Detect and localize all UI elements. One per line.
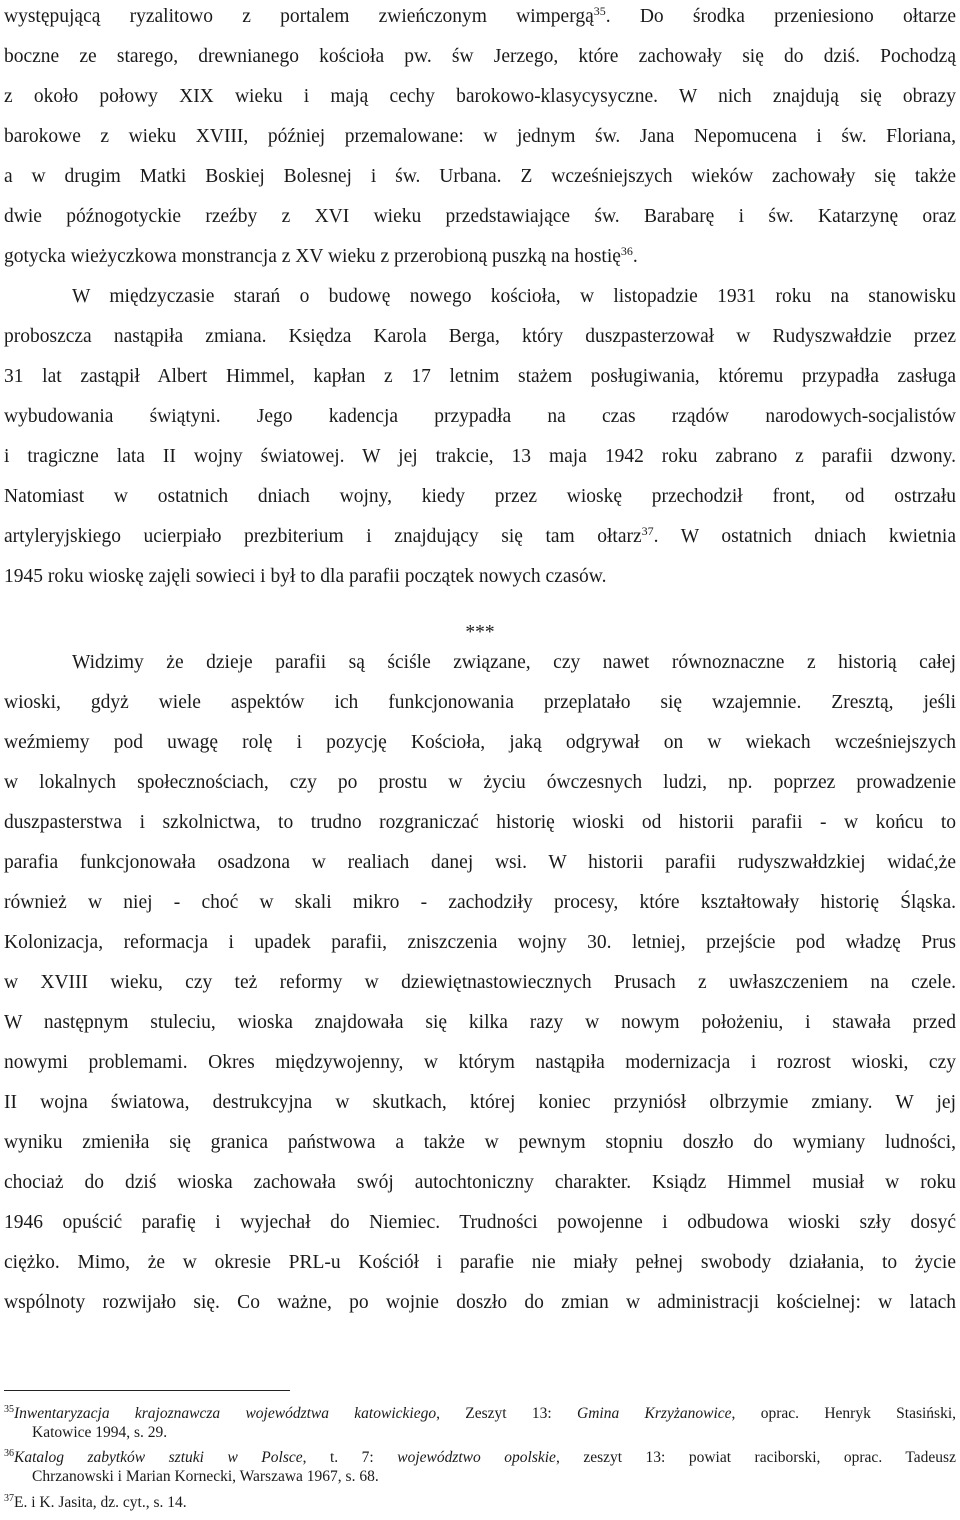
text-line [4, 404, 956, 430]
text-line [4, 770, 956, 796]
text-segment: boczne ze starego, drewnianego kościoła pw. św Jerzego, które zachowały się do dziś. Pochodzą [4, 46, 956, 67]
text-segment: i tragiczne lata II wojny światowej. W jej trakcie, 13 maja 1942 roku zabrano z parafii dzwony. [4, 446, 956, 467]
text-segment: artyleryjskiego ucierpiało prezbiterium i znajdujący się tam ołtarz [4, 526, 642, 547]
italic-title: Gmina Krzyżanowice [577, 1405, 732, 1422]
text-segment: II wojna światowa, destrukcyjna w skutkach, której koniec przyniósł olbrzymie zmiany. W jej [4, 1092, 956, 1113]
text-line [4, 484, 956, 510]
text-line [4, 810, 956, 836]
text-segment: wyniku zmieniła się granica państwowa a także w pewnym stopniu doszło do wymiany ludności, [4, 1132, 956, 1153]
text-segment: duszpasterstwa i szkolnictwa, to trudno rozgraniczać historię wioski od historii parafii - w końcu to [4, 812, 956, 833]
footnote-text: , t. 7: [302, 1449, 398, 1466]
text-segment: chociaż do dziś wioska zachowała swój autochtoniczny charakter. Ksiądz Himmel musiał w roku [4, 1172, 956, 1193]
footnote-line [4, 1448, 956, 1467]
text-segment: W międzyczasie starań o budowę nowego kościoła, w listopadzie 1931 roku na stanowisku [72, 286, 956, 307]
footnote-number: 35 [4, 1404, 14, 1415]
footnote-line [32, 1423, 956, 1442]
footnote-text: Katowice 1994, s. 29. [32, 1424, 168, 1441]
text-segment: Widzimy że dzieje parafii są ściśle związane, czy nawet równoznaczne z historią całej [72, 652, 956, 673]
text-line [4, 1170, 956, 1196]
footnote-ref: 36 [620, 244, 633, 258]
italic-title: Inwentaryzacja krajoznawcza województwa katowickiego [14, 1405, 437, 1422]
text-segment: 1946 opuścić parafię i wyjechał do Niemiec. Trudności powojenne i odbudowa wioski szły dosyć [4, 1212, 956, 1233]
footnote-line [4, 1493, 956, 1512]
text-segment: . [632, 246, 638, 267]
italic-title: województwo opolskie [397, 1449, 556, 1466]
text-line [4, 364, 956, 390]
footnote-text: E. i K. Jasita, dz. cyt., s. 14. [14, 1494, 187, 1511]
footnote-ref: 35 [593, 4, 606, 18]
text-segment: parafia funkcjonowała osadzona w realiach danej wsi. W historii parafii rudyszwałdzkiej widać,że [4, 852, 956, 873]
text-line [4, 444, 956, 470]
text-line [4, 564, 956, 590]
footnote-number: 36 [4, 1448, 14, 1459]
text-segment: 1945 roku wioskę zajęli sowieci i był to dla parafii początek nowych czasów. [4, 566, 607, 587]
footnote-line [32, 1467, 956, 1486]
footnote-text: , oprac. Henryk Stasiński, [731, 1405, 956, 1422]
text-segment: występującą ryzalitowo z portalem zwieńczonym wimpergą [4, 6, 594, 27]
text-segment: proboszcza nastąpiła zmiana. Księdza Karola Berga, który duszpasterzował w Rudyszwałdzie przez [4, 326, 956, 347]
text-segment: W następnym stuleciu, wioska znajdowała się kilka razy w nowym położeniu, i stawała przed [4, 1012, 956, 1033]
text-segment: w XVIII wieku, czy też reformy w dziewiętnastowiecznych Prusach z uwłaszczeniem na czele. [4, 972, 956, 993]
text-segment: dwie późnogotyckie rzeźby z XVI wieku przedstawiające św. Barabarę i św. Katarzynę oraz [4, 206, 956, 227]
text-segment: nowymi problemami. Okres międzywojenny, w którym nastąpiła modernizacja i rozrost wioski, czy [4, 1052, 956, 1073]
text-segment: ciężko. Mimo, że w okresie PRL-u Kościół i parafie nie miały pełnej swobody działania, to życie [4, 1252, 956, 1273]
text-segment: w lokalnych społecznościach, czy po prostu w życiu ówczesnych ludzi, np. poprzez prowadzenie [4, 772, 956, 793]
footnote-ref: 37 [641, 524, 654, 538]
text-segment: gotycka wieżyczkowa monstrancja z XV wieku z przerobioną puszką na hostię [4, 246, 621, 267]
section-separator: *** [465, 622, 495, 643]
text-segment: wspólnoty rozwijało się. Co ważne, po wojnie doszło do zmian w administracji kościelnej: w latach [4, 1292, 956, 1313]
text-line [4, 1290, 956, 1316]
text-line [4, 1010, 956, 1036]
text-segment: a w drugim Matki Boskiej Bolesnej i św. Urbana. Z wcześniejszych wieków zachowały się także [4, 166, 956, 187]
text-line [4, 84, 956, 110]
text-line [4, 524, 956, 550]
text-line [4, 1130, 956, 1156]
footnote-number: 37 [4, 1493, 14, 1504]
text-line [4, 1210, 956, 1236]
footnote-line [4, 1404, 956, 1423]
text-line [4, 44, 956, 70]
text-line [4, 244, 956, 270]
text-line [4, 324, 956, 350]
text-segment: weźmiemy pod uwagę rolę i pozycję Kościoła, jaką odgrywał on w wiekach wcześniejszych [4, 732, 956, 753]
text-line [72, 650, 956, 676]
text-line [4, 4, 956, 30]
text-line [72, 284, 956, 310]
footnote-rule [4, 1390, 290, 1391]
text-line [4, 730, 956, 756]
text-line [4, 164, 956, 190]
text-segment: . W ostatnich dniach kwietnia [653, 526, 956, 547]
text-line [4, 930, 956, 956]
footnote-text: , Zeszyt 13: [436, 1405, 578, 1422]
text-segment: również w niej - choć w skali mikro - zachodziły procesy, które kształtowały historię Śląska. [4, 892, 956, 913]
text-line [4, 890, 956, 916]
text-segment: Natomiast w ostatnich dniach wojny, kiedy przez wioskę przechodził front, od ostrzału [4, 486, 956, 507]
text-segment: 31 lat zastąpił Albert Himmel, kapłan z 17 letnim stażem posługiwania, któremu przypadła zasługa [4, 366, 956, 387]
footnote-text: , zeszyt 13: powiat raciborski, oprac. Tadeusz [555, 1449, 956, 1466]
text-segment: wioski, gdyż wiele aspektów ich funkcjonowania przeplatało się wzajemnie. Zresztą, jeśli [4, 692, 956, 713]
text-line [4, 1090, 956, 1116]
italic-title: Katalog zabytków sztuki w Polsce [14, 1449, 303, 1466]
text-segment: barokowe z wieku XVIII, później przemalowane: w jednym św. Jana Nepomucena i św. Floriana, [4, 126, 956, 147]
text-segment: Kolonizacja, reformacja i upadek parafii, zniszczenia wojny 30. letniej, przejście pod władzę Prus [4, 932, 956, 953]
footnote-text: Chrzanowski i Marian Kornecki, Warszawa 1967, s. 68. [32, 1468, 379, 1485]
text-line [4, 124, 956, 150]
text-segment: . Do środka przeniesiono ołtarze [605, 6, 957, 27]
text-line [4, 690, 956, 716]
text-line [4, 1250, 956, 1276]
text-segment: wybudowania świątyni. Jego kadencja przypadła na czas rządów narodowych-socjalistów [4, 406, 956, 427]
text-segment: z około połowy XIX wieku i mają cechy barokowo-klasycysyczne. W nich znajdują się obrazy [4, 86, 956, 107]
text-line [4, 204, 956, 230]
text-line [4, 850, 956, 876]
text-line [4, 970, 956, 996]
text-line [4, 1050, 956, 1076]
